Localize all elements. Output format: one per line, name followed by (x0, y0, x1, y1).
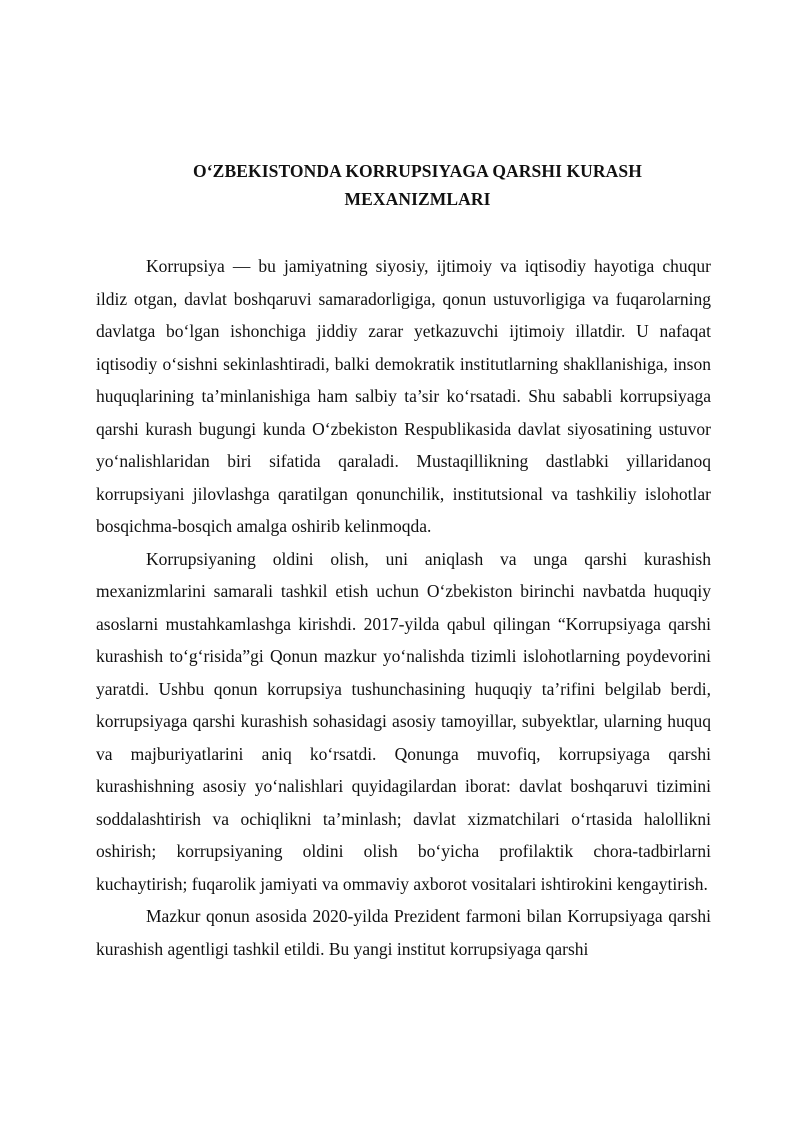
paragraph-3: Mazkur qonun asosida 2020-yilda Prezident farmoni bilan Korrupsiyaga qarshi kurashish agentligi tashkil etildi. Bu yangi institut korrupsiyaga qarshi (96, 906, 711, 959)
document-body (96, 250, 711, 965)
title-line-2: MEXANIZMLARI (344, 189, 491, 209)
paragraph-1: Korrupsiya — bu jamiyatning siyosiy, ijtimoiy va iqtisodiy hayotiga chuqur ildiz otgan, davlat boshqaruvi samaradorligiga, qonun ustuvorligiga va fuqarolarning davlatga bo‘lgan ishonchiga jiddiy zarar yetkazuvchi ijtimoiy illatdir. U nafaqat iqtisodiy o‘sishni sekinlashtiradi, balki demokratik institutlarning shakllanishiga, inson huquqlarining ta’minlanishiga ham salbiy ta’sir ko‘rsatadi. Shu sababli korrupsiyaga qarshi kurash bugungi kunda O‘zbekiston Respublikasida davlat siyosatining ustuvor yo‘nalishlaridan biri sifatida qaraladi. Mustaqillikning dastlabki yillaridanoq korrupsiyani jilovlashga qaratilgan qonunchilik, institutsional va tashkiliy islohotlar bosqichma-bosqich amalga oshirib kelinmoqda. (96, 256, 711, 536)
document-title (110, 157, 725, 213)
title-line-1: O‘ZBEKISTONDA KORRUPSIYAGA QARSHI KURASH (193, 161, 642, 181)
paragraph-2: Korrupsiyaning oldini olish, uni aniqlash va unga qarshi kurashish mexanizmlarini samarali tashkil etish uchun O‘zbekiston birinchi navbatda huquqiy asoslarni mustahkamlashga kirishdi. 2017-yilda qabul qilingan “Korrupsiyaga qarshi kurashish to‘g‘risida”gi Qonun mazkur yo‘nalishda tizimli islohotlarning poydevorini yaratdi. Ushbu qonun korrupsiya tushunchasining huquqiy ta’rifini belgilab berdi, korrupsiyaga qarshi kurashish sohasidagi asosiy tamoyillar, subyektlar, ularning huquq va majburiyatlarini aniq ko‘rsatdi. Qonunga muvofiq, korrupsiyaga qarshi kurashishning asosiy yo‘nalishlari quyidagilardan iborat: davlat boshqaruvi tizimini soddalashtirish va ochiqlikni ta’minlash; davlat xizmatchilari o‘rtasida halollikni oshirish; korrupsiyaning oldini olish bo‘yicha profilaktik chora-tadbirlarni kuchaytirish; fuqarolik jamiyati va ommaviy axborot vositalari ishtirokini kengaytirish. (96, 548, 711, 894)
